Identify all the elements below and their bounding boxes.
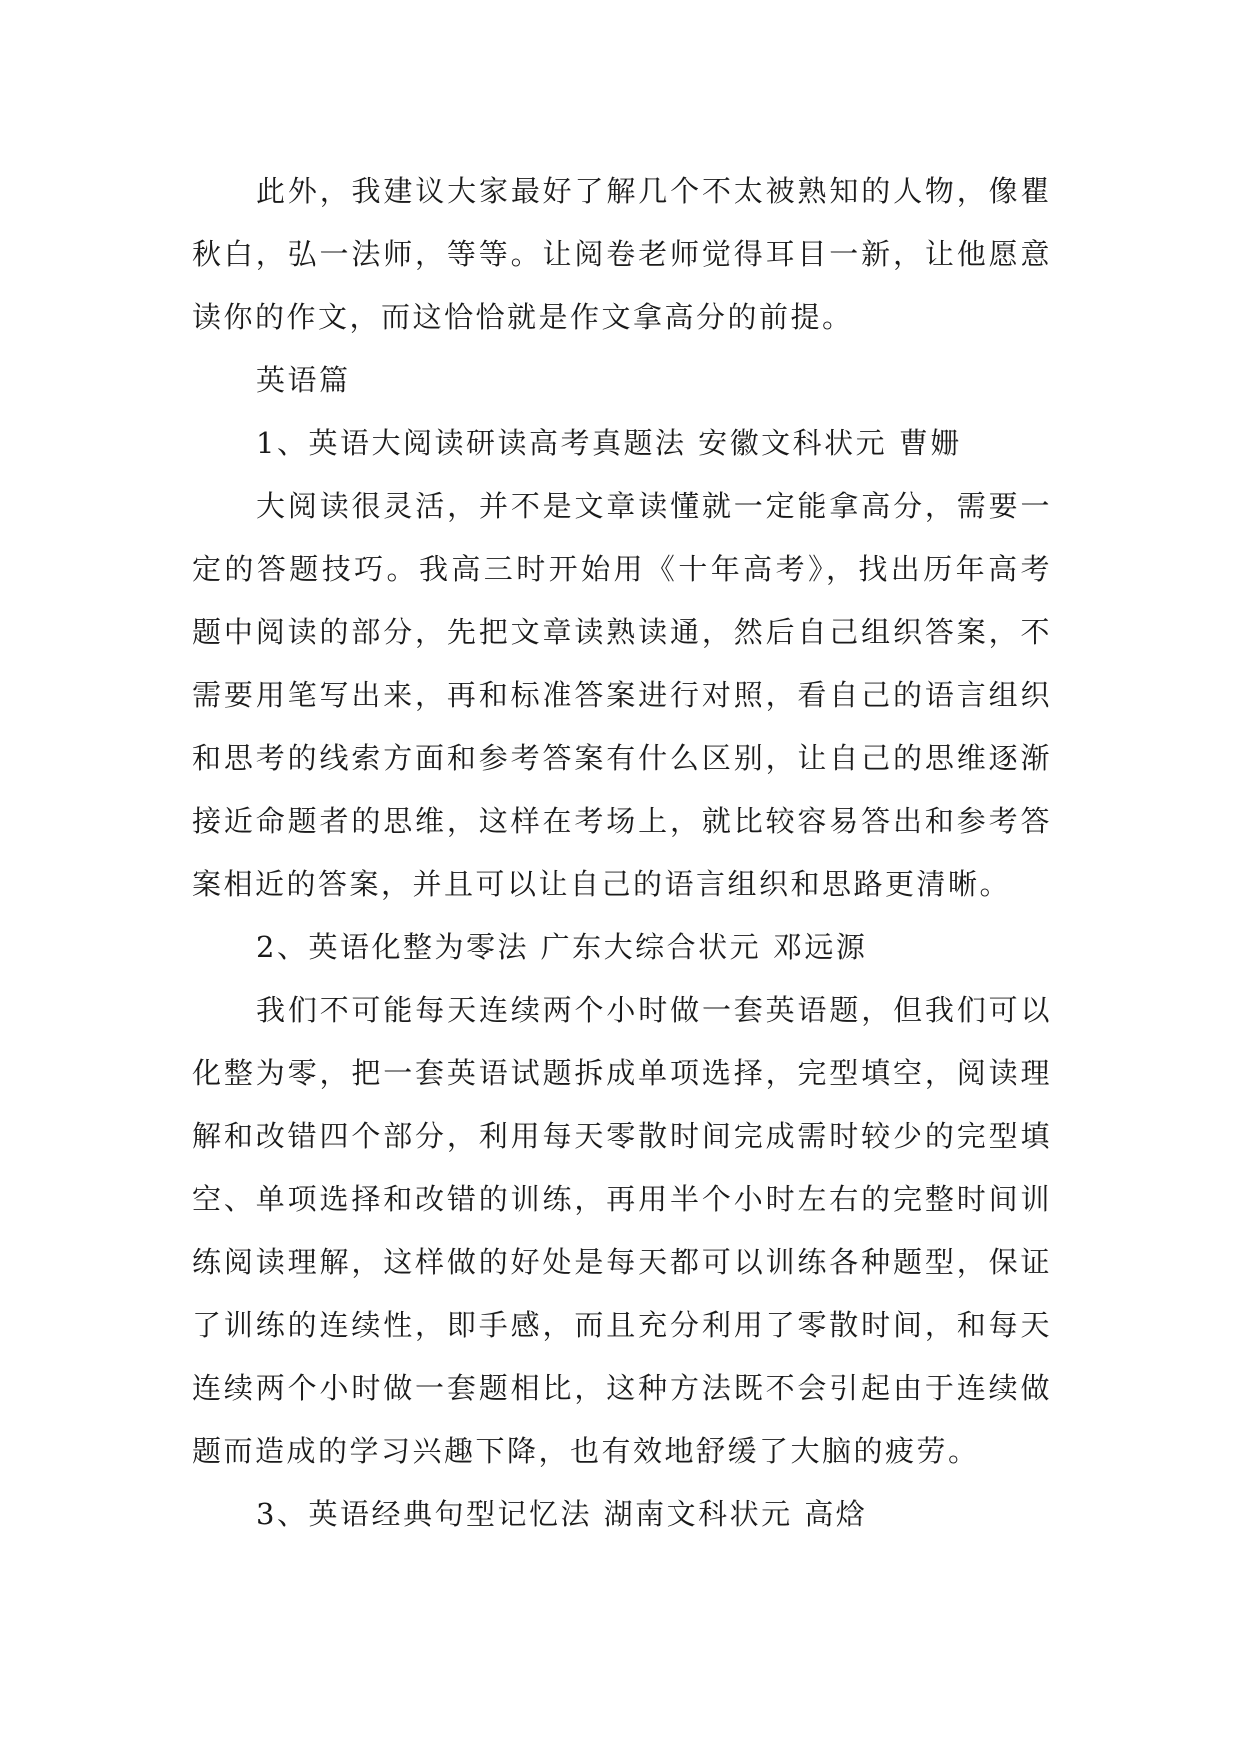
method-heading-3: 3、英语经典句型记忆法 湖南文科状元 高焓	[256, 1497, 868, 1531]
paragraph-essay-tip: 此外，我建议大家最好了解几个不太被熟知的人物，像瞿秋白，弘一法师，等等。让阅卷老师觉得耳目一新，让他愿意读你的作文，而这恰恰就是作文拿高分的前提。	[192, 174, 1052, 334]
paragraph-method-1: 大阅读很灵活，并不是文章读懂就一定能拿高分，需要一定的答题技巧。我高三时开始用《十年高考》，找出历年高考题中阅读的部分，先把文章读熟读通，然后自己组织答案，不需要用笔写出来，再和标准答案进行对照，看自己的语言组织和思考的线索方面和参考答案有什么区别，让自己的思维逐渐接近命题者的思维，这样在考场上，就比较容易答出和参考答案相近的答案，并且可以让自己的语言组织和思路更清晰。	[192, 489, 1052, 901]
section-heading-english: 英语篇	[256, 363, 351, 397]
method-heading-1: 1、英语大阅读研读高考真题法 安徽文科状元 曹姗	[256, 426, 962, 460]
method-heading-2: 2、英语化整为零法 广东大综合状元 邓远源	[256, 930, 868, 964]
document-body	[192, 160, 1052, 1546]
paragraph-method-2: 我们不可能每天连续两个小时做一套英语题，但我们可以化整为零，把一套英语试题拆成单项选择，完型填空，阅读理解和改错四个部分，利用每天零散时间完成需时较少的完型填空、单项选择和改错的训练，再用半个小时左右的完整时间训练阅读理解，这样做的好处是每天都可以训练各种题型，保证了训练的连续性，即手感，而且充分利用了零散时间，和每天连续两个小时做一套题相比，这种方法既不会引起由于连续做题而造成的学习兴趣下降，也有效地舒缓了大脑的疲劳。	[192, 993, 1052, 1468]
